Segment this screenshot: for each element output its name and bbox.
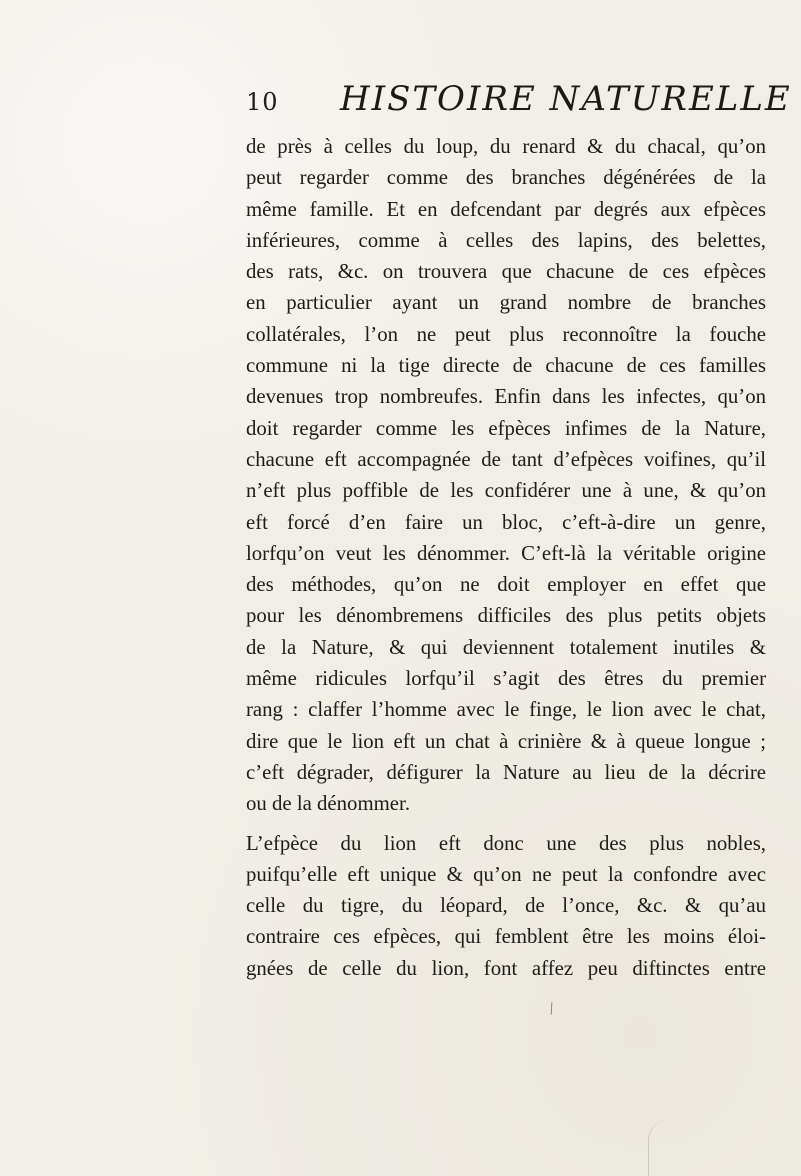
text-line: devenues trop nombreufes. Enfin dans les infectes, qu’on [246,385,766,409]
text-line: doit regarder comme les efpèces infimes de la Nature, [246,416,766,440]
text-line: c’eft dégrader, défigurer la Nature au lieu de la décrire [246,760,766,784]
text-line: peut regarder comme des branches dégénérées de la [246,166,766,190]
text-line: collatérales, l’on ne peut plus reconnoître la fouche [246,322,766,346]
text-line: même ridicules lorfqu’il s’agit des êtres du premier [246,667,766,691]
text-line: commune ni la tige directe de chacune de ces familles [246,354,766,378]
text-line: en particulier ayant un grand nombre de branches [246,291,766,315]
text-line: inférieures, comme à celles des lapins, des belettes, [246,228,766,252]
text-line: L’efpèce du lion eft donc une des plus nobles, [246,831,766,855]
text-line: chacune eft accompagnée de tant d’efpèces voifines, qu’il [246,447,766,471]
paper-fold [648,1120,709,1176]
text-line: lorfqu’on veut les dénommer. C’eft-là la véritable origine [246,541,766,565]
text-line: de près à celles du loup, du renard & du chacal, qu’on [246,135,766,158]
text-line: de la Nature, & qui deviennent totalement inutiles & [246,635,766,659]
text-line: celle du tigre, du léopard, de l’once, &c. & qu’au [246,894,766,918]
text-line: des rats, &c. on trouvera que chacune de ces efpèces [246,260,766,284]
text-line: des méthodes, qu’on ne doit employer en effet que [246,573,766,597]
running-title: HISTOIRE NATURELLE [340,79,792,119]
text-line: contraire ces efpèces, qui femblent être les moins éloi- [246,925,766,949]
text-line: même famille. Et en defcendant par degrés aux efpèces [246,197,766,221]
text-line: eft forcé d’en faire un bloc, c’eft-à-dire un genre, [246,510,766,534]
text-line: n’eft plus poffible de les confidérer une à une, & qu’on [246,479,766,503]
text-line: gnées de celle du lion, font affez peu diftinctes entre [246,956,766,980]
page-header [246,79,792,131]
text-line: ou de la dénommer. [246,792,411,816]
text-line: puifqu’elle eft unique & qu’on ne peut la confondre avec [246,862,766,886]
paragraph-two [246,828,766,984]
text-line: dire que le lion eft un chat à crinière & à queue longue ; [246,729,766,753]
text-line: rang : claffer l’homme avec le finge, le lion avec le chat, [246,698,766,722]
paper-mark: ⁄ [547,1001,557,1018]
text-line: pour les dénombremens difficiles des plus petits objets [246,604,766,628]
page-number: 10 [246,88,279,116]
body-text [246,131,766,984]
